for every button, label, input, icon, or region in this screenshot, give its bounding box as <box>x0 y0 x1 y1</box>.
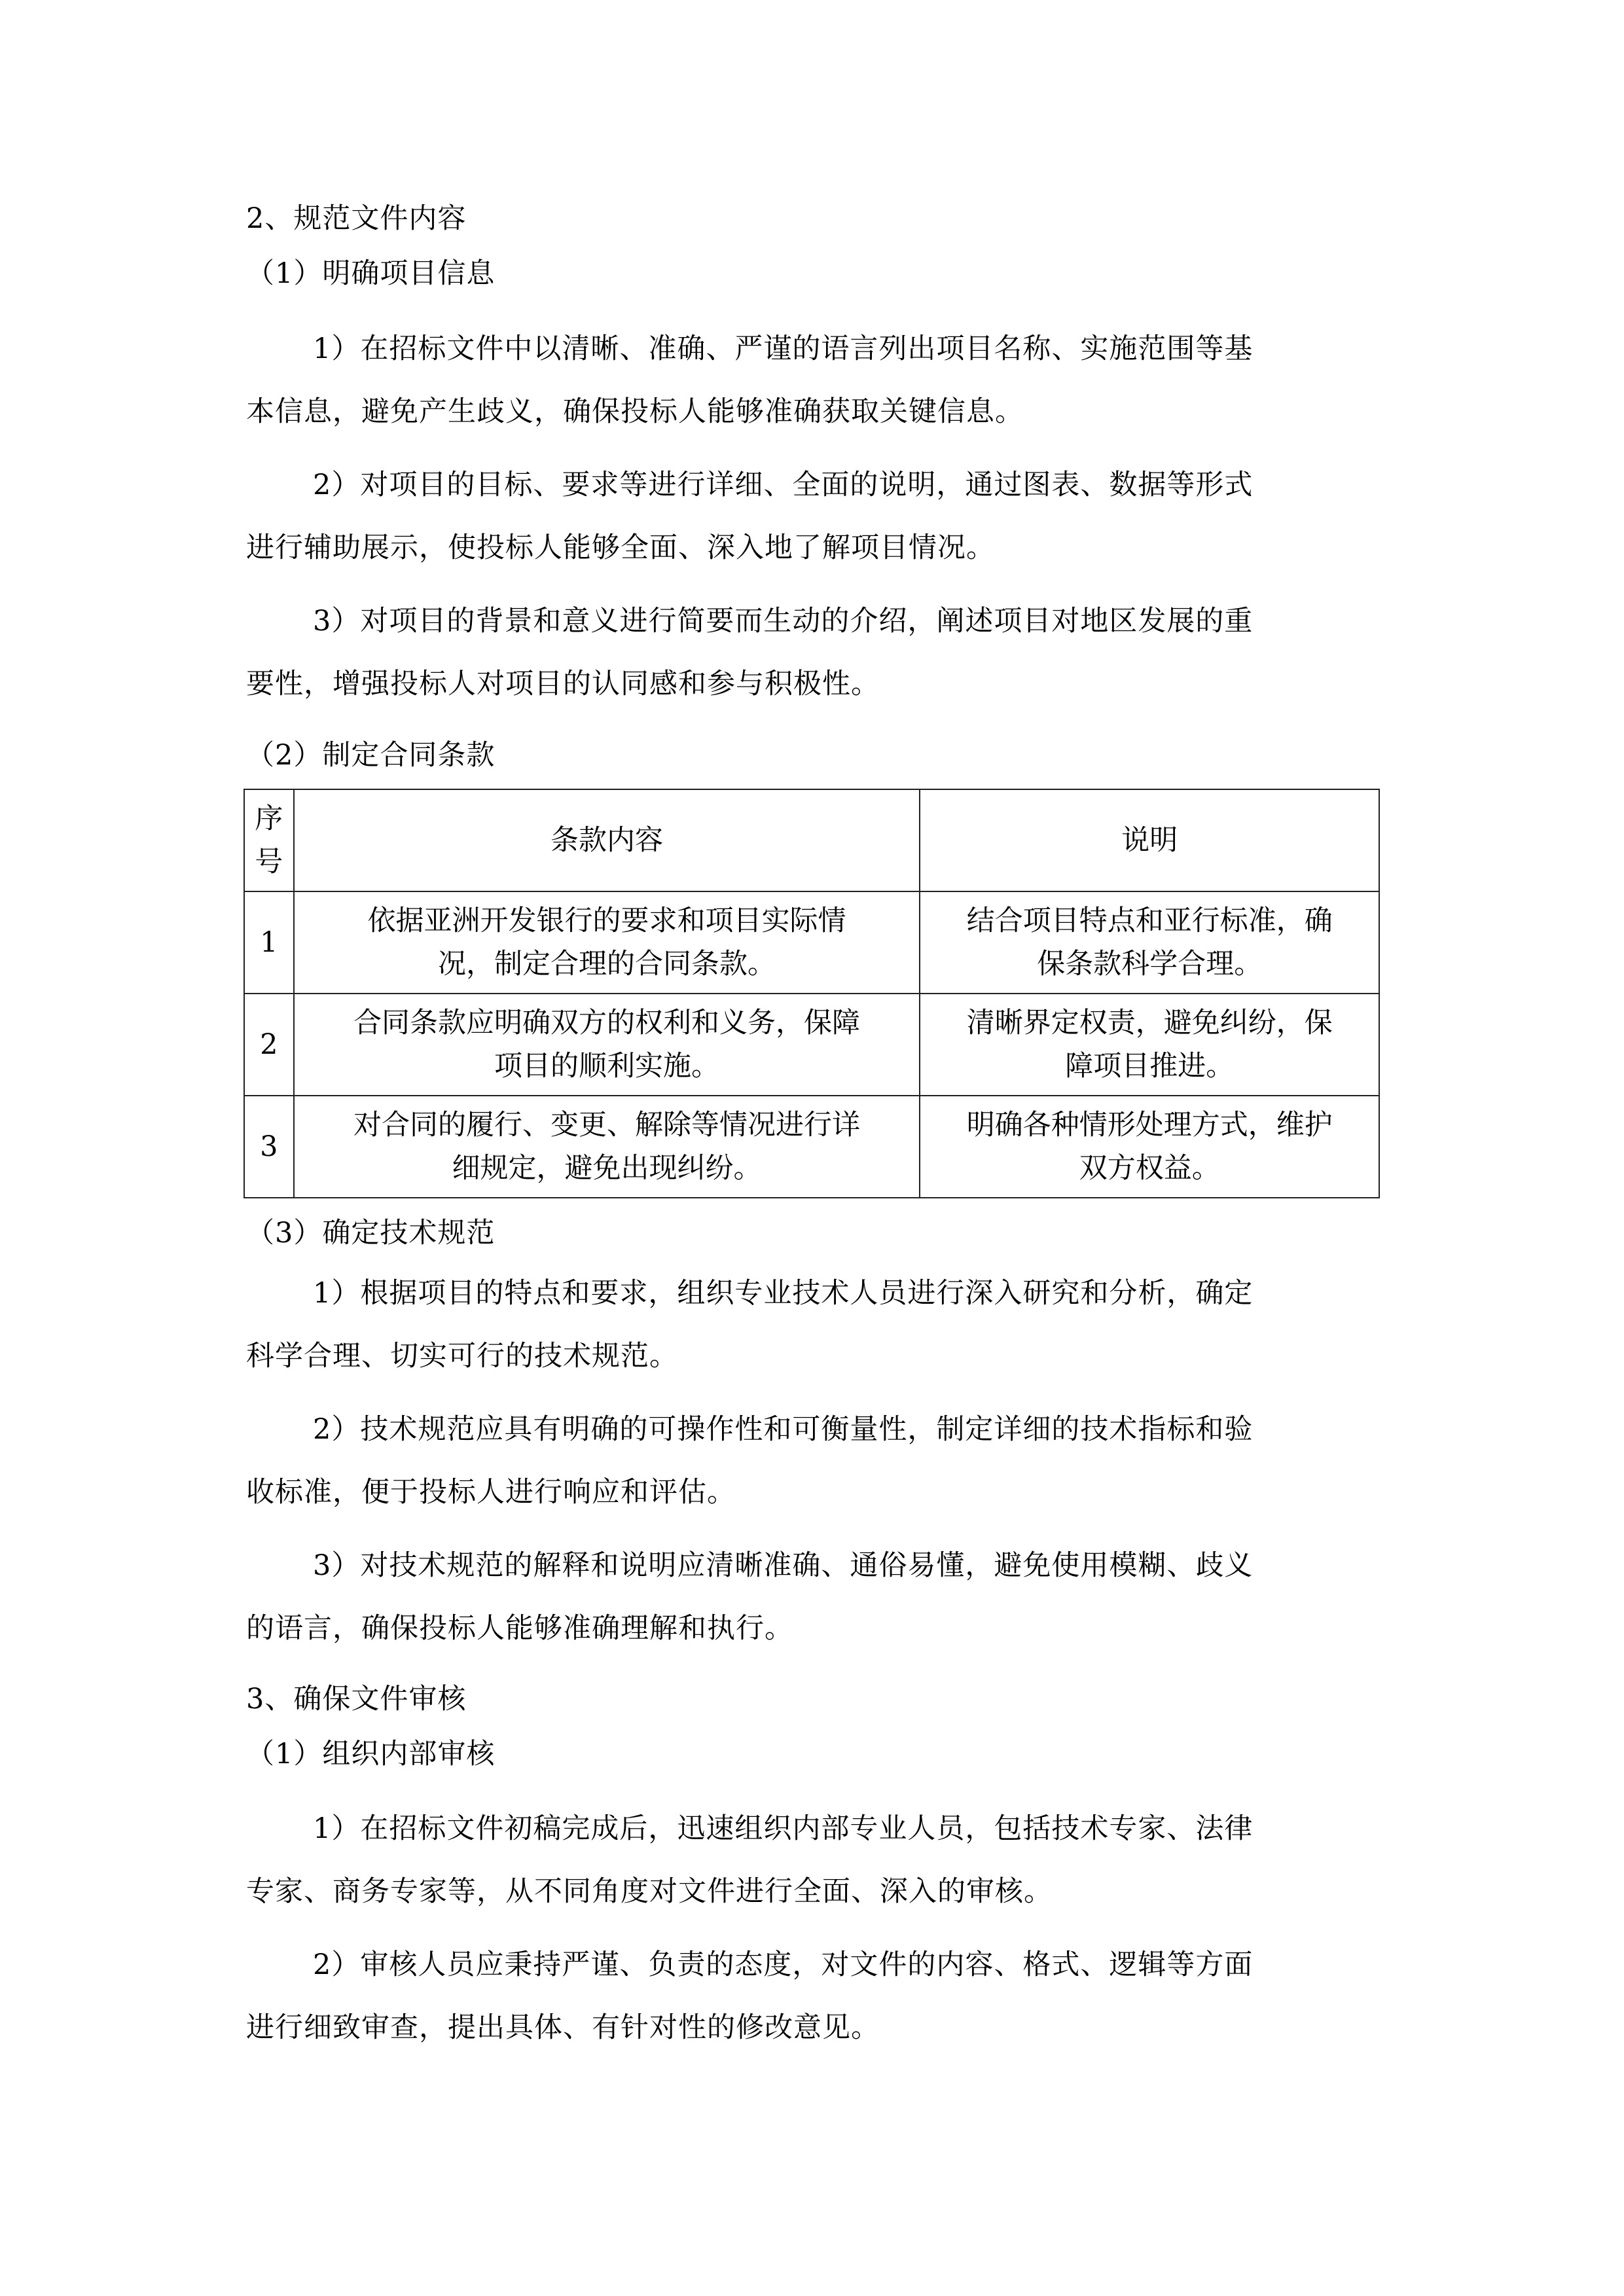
cell-note <box>920 1096 1379 1198</box>
cell-line: 结合项目特点和亚行标准，确 <box>966 905 1333 937</box>
paragraph <box>246 331 1377 430</box>
paragraph-line: 3）对项目的背景和意义进行简要而生动的介绍，阐述项目对地区发展的重 <box>313 605 1254 637</box>
table-header-row <box>244 789 1379 891</box>
header-serial-char: 号 <box>255 846 283 878</box>
subsection-heading: （1）组织内部审核 <box>246 1738 496 1770</box>
paragraph-line: 要性，增强投标人对项目的认同感和参与积极性。 <box>246 668 880 700</box>
cell-line: 项目的顺利实施。 <box>494 1050 719 1083</box>
paragraph-line: 进行细致审查，提出具体、有针对性的修改意见。 <box>246 2011 880 2044</box>
paragraph-line: 1）在招标文件中以清晰、准确、严谨的语言列出项目名称、实施范围等基 <box>313 332 1254 365</box>
subsection <box>246 737 1377 774</box>
paragraph <box>246 1946 1377 2046</box>
cell-serial-number: 3 <box>244 1096 294 1198</box>
header-serial-char: 序 <box>255 802 283 835</box>
section-heading: 2、规范文件内容 <box>246 202 467 235</box>
paragraph-line: 科学合理、切实可行的技术规范。 <box>246 1340 678 1372</box>
cell-note <box>920 994 1379 1096</box>
paragraph <box>246 1275 1377 1374</box>
paragraph-line: 本信息，避免产生歧义，确保投标人能够准确获取关键信息。 <box>246 395 1024 428</box>
cell-line: 明确各种情形处理方式，维护 <box>966 1109 1333 1141</box>
paragraph <box>246 1411 1377 1511</box>
contract-clause-table <box>244 789 1380 1198</box>
paragraph-line: 2）技术规范应具有明确的可操作性和可衡量性，制定详细的技术指标和验 <box>313 1413 1254 1446</box>
paragraph-line: 进行辅助展示，使投标人能够全面、深入地了解项目情况。 <box>246 531 995 564</box>
paragraph-line: 的语言，确保投标人能够准确理解和执行。 <box>246 1612 793 1645</box>
paragraph-line: 2）审核人员应秉持严谨、负责的态度，对文件的内容、格式、逻辑等方面 <box>313 1948 1254 1981</box>
cell-serial-number: 2 <box>244 994 294 1096</box>
header-clause-content: 条款内容 <box>294 789 920 891</box>
section-3 <box>246 1681 1377 1792</box>
paragraph-line: 2）对项目的目标、要求等进行详细、全面的说明，通过图表、数据等形式 <box>313 469 1254 501</box>
paragraph <box>246 1810 1377 1910</box>
cell-line: 依据亚洲开发银行的要求和项目实际情 <box>367 905 846 937</box>
section-2 <box>246 200 1377 312</box>
header-note: 说明 <box>920 789 1379 891</box>
subsection-heading: （3）确定技术规范 <box>246 1217 496 1249</box>
cell-line: 清晰界定权责，避免纠纷，保 <box>966 1007 1333 1039</box>
subsection-heading: （2）制定合同条款 <box>246 739 496 772</box>
cell-line: 双方权益。 <box>1079 1152 1220 1185</box>
cell-line: 障项目推进。 <box>1065 1050 1235 1083</box>
section-heading: 3、确保文件审核 <box>246 1683 467 1715</box>
cell-line: 对合同的履行、变更、解除等情况进行详 <box>353 1109 860 1141</box>
paragraph-line: 1）根据项目的特点和要求，组织专业技术人员进行深入研究和分析，确定 <box>313 1277 1254 1310</box>
cell-clause-content <box>294 1096 920 1198</box>
paragraph-line: 3）对技术规范的解释和说明应清晰准确、通俗易懂，避免使用模糊、歧义 <box>313 1549 1254 1582</box>
table-row <box>244 1096 1379 1198</box>
cell-line: 保条款科学合理。 <box>1037 948 1263 980</box>
header-serial-number <box>244 789 294 891</box>
cell-line: 合同条款应明确双方的权利和义务，保障 <box>353 1007 860 1039</box>
subsection <box>246 1215 1377 1251</box>
paragraph <box>246 603 1377 702</box>
table-row <box>244 891 1379 994</box>
cell-line: 况，制定合理的合同条款。 <box>437 948 776 980</box>
paragraph <box>246 467 1377 566</box>
paragraph-line: 1）在招标文件初稿完成后，迅速组织内部专业人员，包括技术专家、法律 <box>313 1812 1254 1845</box>
subsection-heading: （1）明确项目信息 <box>246 257 496 290</box>
cell-serial-number: 1 <box>244 891 294 994</box>
cell-line: 细规定，避免出现纠纷。 <box>452 1152 762 1185</box>
paragraph <box>246 1547 1377 1647</box>
cell-clause-content <box>294 891 920 994</box>
cell-clause-content <box>294 994 920 1096</box>
cell-note <box>920 891 1379 994</box>
paragraph-line: 专家、商务专家等，从不同角度对文件进行全面、深入的审核。 <box>246 1875 1053 1908</box>
table-row <box>244 994 1379 1096</box>
paragraph-line: 收标准，便于投标人进行响应和评估。 <box>246 1476 736 1509</box>
